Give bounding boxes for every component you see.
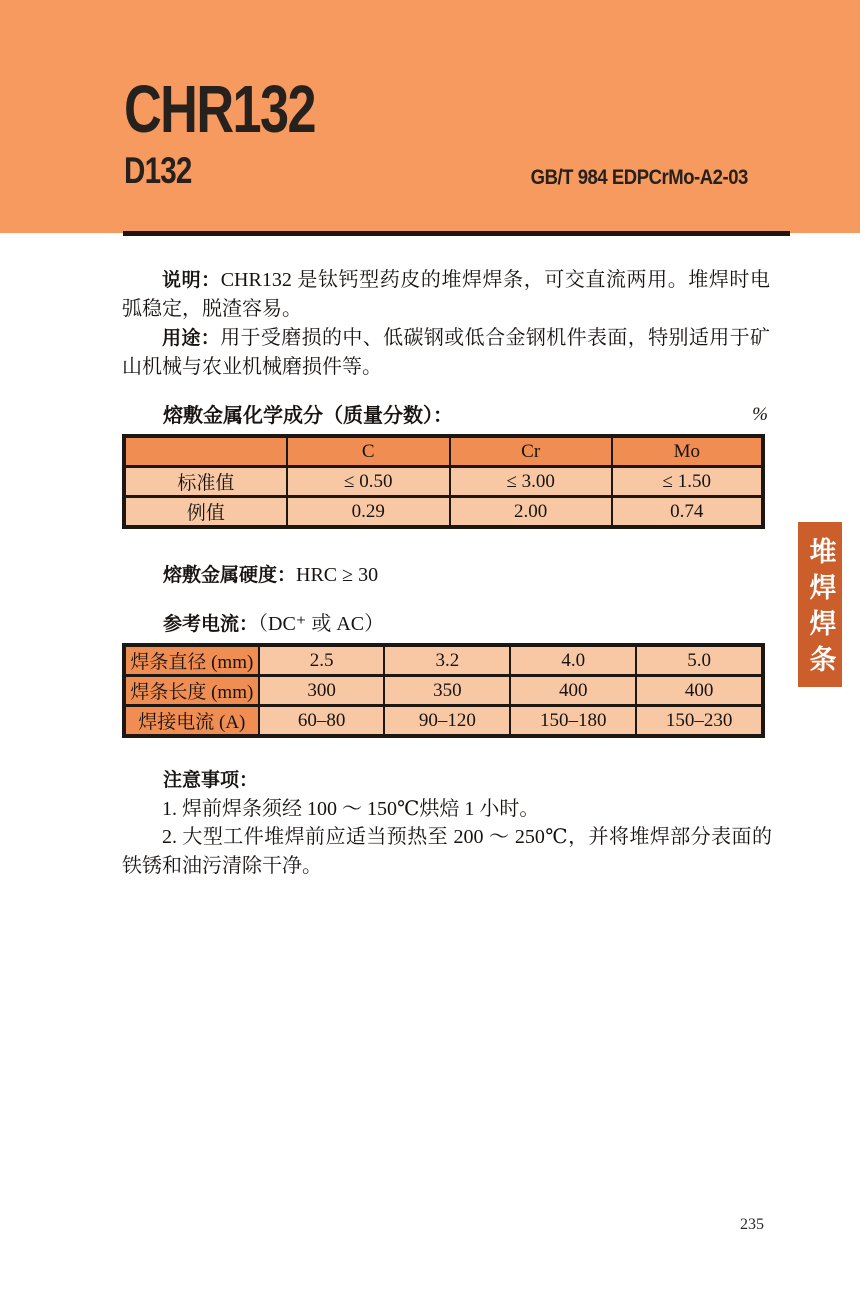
current-length-row bbox=[124, 676, 763, 706]
description-text-1: CHR132 是钛钙型药皮的堆焊焊条，可交直流两用。堆焊时电弧稳定，脱渣容易。 bbox=[122, 269, 770, 320]
description-section bbox=[122, 266, 770, 382]
current-cell: 400 bbox=[510, 676, 636, 706]
current-cell: 5.0 bbox=[636, 645, 763, 676]
description-paragraph-2 bbox=[122, 324, 770, 382]
current-row-label: 焊条直径 (mm) bbox=[124, 645, 259, 676]
current-cell: 400 bbox=[636, 676, 763, 706]
current-value: （DC⁺ 或 AC） bbox=[258, 613, 385, 635]
current-diameter-row bbox=[124, 645, 763, 676]
chemistry-header-empty-cell bbox=[124, 436, 287, 467]
current-cell: 90–120 bbox=[384, 706, 510, 737]
current-cell: 150–180 bbox=[510, 706, 636, 737]
product-code: D132 bbox=[124, 150, 192, 191]
description-text-2: 用于受磨损的中、低碳钢或低合金钢机件表面，特别适用于矿山机械与农业机械磨损件等。 bbox=[122, 327, 770, 378]
description-paragraph-1 bbox=[122, 266, 770, 324]
chemistry-header-cell-mo: Mo bbox=[612, 436, 763, 467]
current-row-label: 焊接电流 (A) bbox=[124, 706, 259, 737]
current-cell: 4.0 bbox=[510, 645, 636, 676]
chemistry-cell: ≤ 3.00 bbox=[450, 467, 612, 497]
current-cell: 3.2 bbox=[384, 645, 510, 676]
description-label-2: 用途： bbox=[162, 327, 221, 349]
chemistry-unit-label: % bbox=[752, 404, 768, 425]
header-rule bbox=[123, 231, 790, 236]
chemistry-row-label: 例值 bbox=[124, 497, 287, 528]
current-table bbox=[122, 643, 765, 738]
chemistry-cell: 0.29 bbox=[287, 497, 450, 528]
chemistry-cell: ≤ 1.50 bbox=[612, 467, 763, 497]
category-side-tab bbox=[798, 522, 842, 687]
header-banner bbox=[0, 0, 860, 233]
note-item: 2. 大型工件堆焊前应适当预热至 200 ～ 250℃，并将堆焊部分表面的铁锈和油污清除干净。 bbox=[122, 826, 772, 877]
chemistry-cell: 0.74 bbox=[612, 497, 763, 528]
chemistry-header-row bbox=[124, 436, 763, 467]
chemistry-row-label: 标准值 bbox=[124, 467, 287, 497]
current-cell: 2.5 bbox=[259, 645, 385, 676]
hardness-line bbox=[163, 562, 378, 588]
current-label: 参考电流： bbox=[163, 613, 259, 635]
current-row-label: 焊条长度 (mm) bbox=[124, 676, 259, 706]
product-model: CHR132 bbox=[124, 72, 316, 147]
chemistry-table bbox=[122, 434, 765, 529]
current-amperage-row bbox=[124, 706, 763, 737]
standard-reference: GB/T 984 EDPCrMo-A2-03 bbox=[530, 166, 748, 189]
chemistry-cell: 2.00 bbox=[450, 497, 612, 528]
current-cell: 300 bbox=[259, 676, 385, 706]
chemistry-cell: ≤ 0.50 bbox=[287, 467, 450, 497]
description-label-1: 说明： bbox=[162, 269, 221, 291]
chemistry-title-row bbox=[122, 402, 768, 428]
page-number: 235 bbox=[740, 1216, 764, 1233]
chemistry-header-cell-cr: Cr bbox=[450, 436, 612, 467]
chemistry-example-row bbox=[124, 497, 763, 528]
notes-title: 注意事项： bbox=[163, 769, 259, 791]
current-line bbox=[163, 611, 384, 637]
hardness-value: HRC ≥ 30 bbox=[296, 564, 379, 586]
note-item: 1. 焊前焊条须经 100 ～ 150℃烘焙 1 小时。 bbox=[162, 797, 540, 820]
category-side-tab-label: 堆焊焊条 bbox=[804, 536, 836, 681]
current-cell: 350 bbox=[384, 676, 510, 706]
chemistry-header-cell-c: C bbox=[287, 436, 450, 467]
hardness-label: 熔敷金属硬度： bbox=[163, 564, 297, 586]
current-cell: 60–80 bbox=[259, 706, 385, 737]
current-cell: 150–230 bbox=[636, 706, 763, 737]
chemistry-title: 熔敷金属化学成分（质量分数）： bbox=[163, 403, 453, 427]
notes-section bbox=[122, 766, 772, 880]
chemistry-standard-row bbox=[124, 467, 763, 497]
